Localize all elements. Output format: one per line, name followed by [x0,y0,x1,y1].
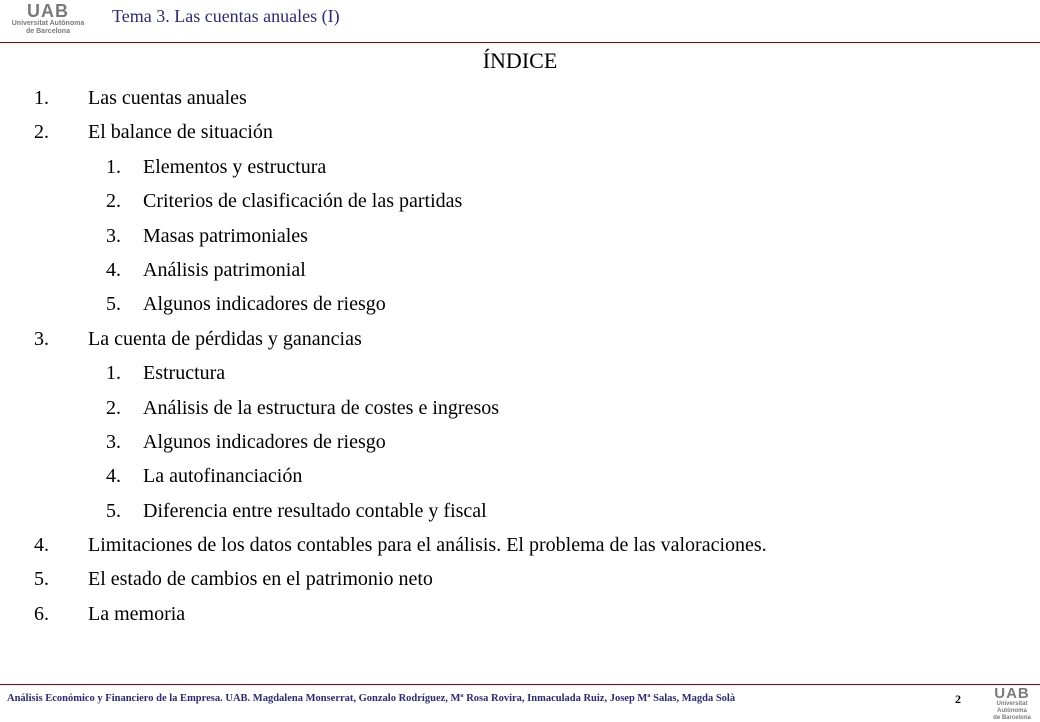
toc-item-text: La memoria [88,602,186,625]
toc-subsection [0,287,1040,321]
toc-item-number: 4. [34,534,49,557]
uab-logo-top [8,2,88,40]
toc-item-number: 1. [34,87,49,109]
logo-line-1: Universitat Autònoma [11,20,85,27]
toc-item-number: 1. [106,155,121,178]
toc-item-number: 1. [106,362,121,385]
toc-item-text: Limitaciones de los datos contables para el análisis. El problema de las valoraciones. [88,534,767,557]
footer-divider [0,684,1040,685]
logo-mark: UAB [994,685,1030,702]
toc-item-number: 4. [106,258,121,281]
table-of-contents [0,81,1040,631]
toc-item-text: Las cuentas anuales [88,87,247,109]
header-divider [0,42,1040,43]
toc-item-number: 2. [34,121,49,144]
logo-line-1: Universitat Autònoma [996,701,1028,714]
toc-item-number: 3. [34,327,49,350]
toc-item-text: Elementos y estructura [143,155,327,178]
toc-item-number: 6. [34,602,49,625]
toc-section [0,81,1040,115]
toc-subsection [0,391,1040,425]
toc-item-text: Algunos indicadores de riesgo [143,293,386,316]
toc-item-text: Estructura [143,362,226,385]
toc-subsection [0,425,1040,459]
toc-item-text: El estado de cambios en el patrimonio neto [88,568,433,591]
toc-item-text: Diferencia entre resultado contable y fiscal [143,499,487,522]
footer-credits: Análisis Económico y Financiero de la Empresa. UAB. Magdalena Monserrat, Gonzalo Rodríguez, Mª Rosa Rovira, Inmaculada Ruiz, Josep Mª Salas, Magda Solà [7,693,736,704]
toc-item-text: El balance de situación [88,121,273,144]
toc-item-number: 5. [34,568,49,591]
toc-subsection [0,356,1040,390]
toc-item-number: 3. [106,224,121,247]
index-title: ÍNDICE [482,48,558,73]
logo-line-2: de Barcelona [993,715,1031,721]
toc-section [0,322,1040,356]
toc-subsection [0,494,1040,528]
toc-subsection [0,150,1040,184]
toc-item-text: Análisis patrimonial [143,258,306,281]
toc-item-number: 5. [106,293,121,316]
uab-logo-bottom [984,686,1040,720]
toc-item-text: Criterios de clasificación de las partidas [143,190,463,213]
toc-section [0,562,1040,596]
toc-section [0,115,1040,149]
toc-item-text: Masas patrimoniales [143,224,308,247]
toc-section [0,597,1040,631]
toc-subsection [0,219,1040,253]
toc-subsection [0,253,1040,287]
toc-section [0,528,1040,562]
toc-item-number: 2. [106,396,121,419]
toc-item-text: La autofinanciación [143,465,303,488]
toc-item-text: La cuenta de pérdidas y ganancias [88,327,362,350]
slide-header-title: Tema 3. Las cuentas anuales (I) [112,6,340,26]
page-number: 2 [955,692,961,706]
logo-mark: UAB [27,1,69,21]
toc-item-number: 2. [106,190,121,213]
toc-subsection [0,184,1040,218]
toc-item-number: 3. [106,430,121,453]
toc-item-number: 5. [106,499,121,522]
logo-line-2: de Barcelona [26,28,70,35]
toc-item-text: Algunos indicadores de riesgo [143,430,386,453]
toc-subsection [0,459,1040,493]
toc-item-text: Análisis de la estructura de costes e ingresos [143,396,500,419]
toc-item-number: 4. [106,465,121,488]
